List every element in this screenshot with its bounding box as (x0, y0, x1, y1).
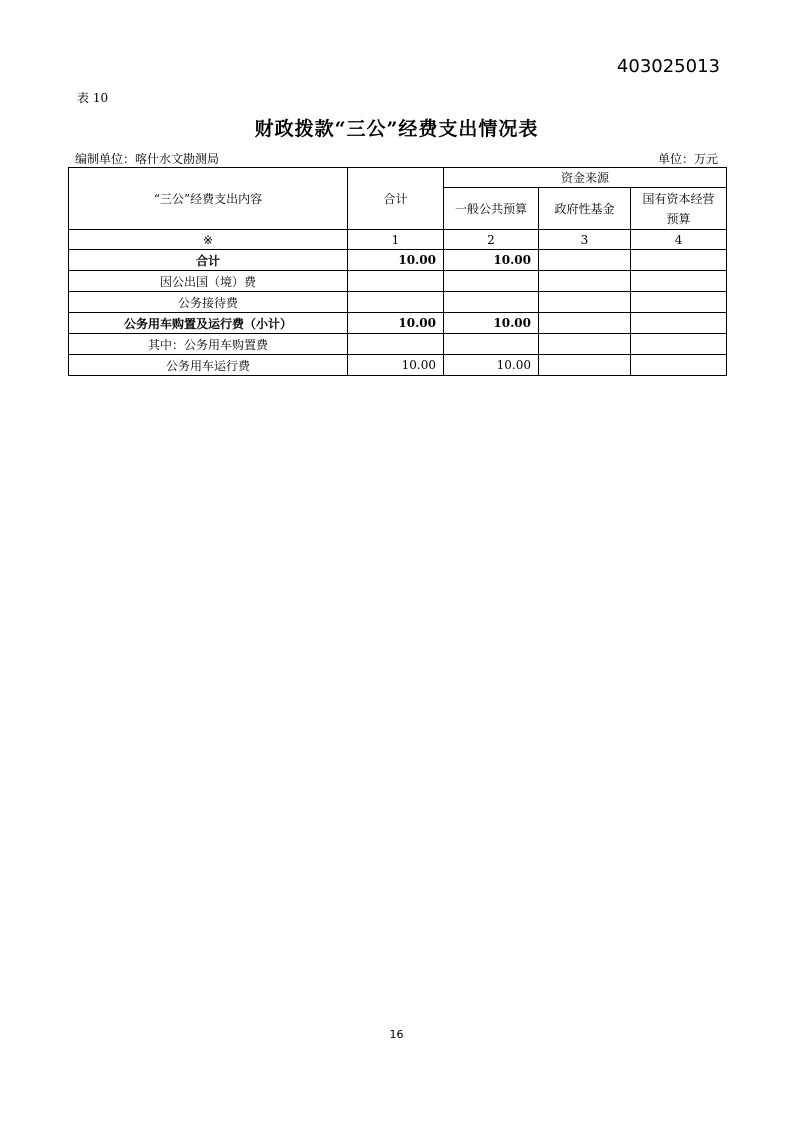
index-cell: ※ (69, 230, 348, 250)
compiling-unit: 编制单位：喀什水文勘测局 (75, 152, 220, 166)
row-total (348, 292, 444, 313)
table-row (69, 334, 727, 355)
row-name: 公务用车运行费 (69, 355, 348, 376)
row-state-capital (631, 355, 727, 376)
header-content: “三公”经费支出内容 (69, 168, 348, 230)
row-general: 10.00 (444, 250, 539, 271)
row-name: 合计 (69, 250, 348, 271)
header-general-budget: 一般公共预算 (444, 188, 539, 230)
row-total: 10.00 (348, 250, 444, 271)
row-general: 10.00 (444, 355, 539, 376)
row-total: 10.00 (348, 313, 444, 334)
header-row (69, 168, 727, 188)
header-total: 合计 (348, 168, 444, 230)
page-number: 16 (389, 1028, 404, 1041)
table-row (69, 271, 727, 292)
row-total (348, 334, 444, 355)
header-gov-fund: 政府性基金 (539, 188, 631, 230)
row-gov-fund (539, 271, 631, 292)
row-total: 10.00 (348, 355, 444, 376)
row-gov-fund (539, 355, 631, 376)
row-gov-fund (539, 313, 631, 334)
row-state-capital (631, 334, 727, 355)
row-gov-fund (539, 292, 631, 313)
table-row (69, 313, 727, 334)
currency-unit: 单位：万元 (657, 152, 718, 166)
index-cell: 3 (539, 230, 631, 250)
page-title: 财政拨款“三公”经费支出情况表 (254, 118, 539, 140)
row-state-capital (631, 250, 727, 271)
index-cell: 2 (444, 230, 539, 250)
index-cell: 1 (348, 230, 444, 250)
table-number: 表 10 (77, 91, 109, 105)
row-state-capital (631, 292, 727, 313)
index-row (69, 230, 727, 250)
row-state-capital (631, 271, 727, 292)
index-cell: 4 (631, 230, 727, 250)
table-row (69, 250, 727, 271)
three-public-expenses-table (68, 167, 727, 376)
row-name: 公务接待费 (69, 292, 348, 313)
row-name: 其中：公务用车购置费 (69, 334, 348, 355)
table-row (69, 355, 727, 376)
row-gov-fund (539, 334, 631, 355)
row-name: 因公出国（境）费 (69, 271, 348, 292)
row-gov-fund (539, 250, 631, 271)
header-state-capital: 国有资本经营预算 (631, 188, 727, 230)
document-code: 403025013 (616, 56, 720, 77)
row-general (444, 334, 539, 355)
row-general (444, 271, 539, 292)
row-total (348, 271, 444, 292)
table-row (69, 292, 727, 313)
row-general (444, 292, 539, 313)
row-general: 10.00 (444, 313, 539, 334)
header-fund-source: 资金来源 (444, 168, 727, 188)
row-state-capital (631, 313, 727, 334)
row-name: 公务用车购置及运行费（小计） (69, 313, 348, 334)
